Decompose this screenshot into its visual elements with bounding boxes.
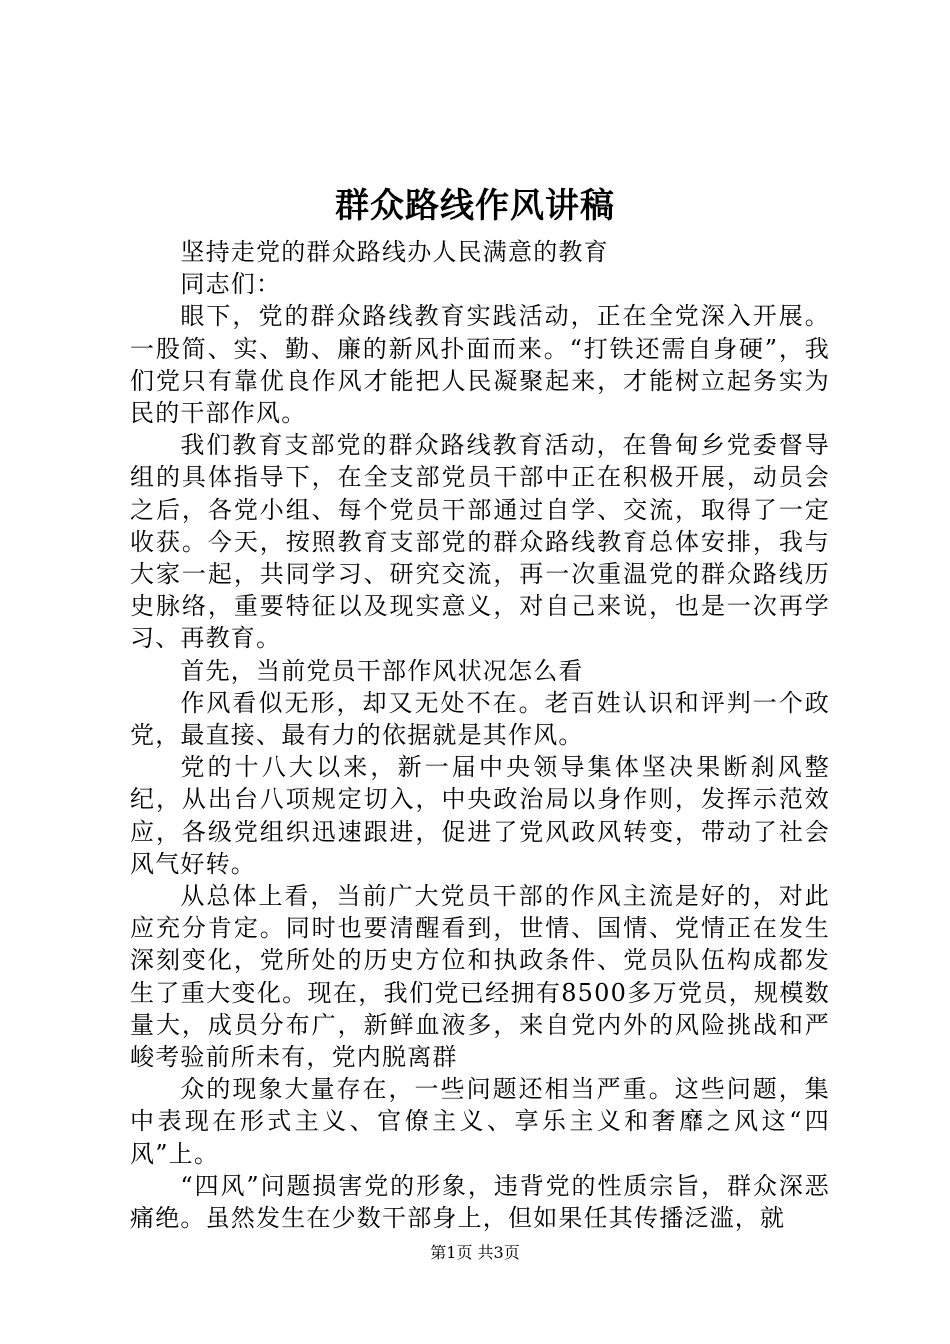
paragraph: “四风”问题损害党的形象，违背党的性质宗旨，群众深恶痛绝。虽然发生在少数干部身上，但如果任其传播泛滥，就 bbox=[130, 1171, 830, 1233]
document-body bbox=[130, 236, 830, 1234]
paragraph: 同志们： bbox=[180, 270, 282, 299]
paragraph: 从总体上看，当前广大党员干部的作风主流是好的，对此应充分肯定。同时也要清醒看到，世情、国情、党情正在发生深刻变化，党所处的历史方位和执政条件、党员队伍构成都发生了重大变化。现在，我们党已经拥有8500多万党员，规模数量大，成员分布广，新鲜血液多，来自党内外的风险挑战和严峻考验前所未有，党内脱离群 bbox=[130, 882, 830, 1072]
paragraph: 首先，当前党员干部作风状况怎么看 bbox=[180, 656, 584, 685]
page-number: 第1页 共3页 bbox=[430, 1243, 520, 1262]
paragraph: 党的十八大以来，新一届中央领导集体坚决果断刹风整纪，从出台八项规定切入，中央政治局以身作则，发挥示范效应，各级党组织迅速跟进，促进了党风政风转变，带动了社会风气好转。 bbox=[130, 753, 830, 878]
paragraph: 我们教育支部党的群众路线教育活动，在鲁甸乡党委督导组的具体指导下，在全支部党员干部中正在积极开展，动员会之后，各党小组、每个党员干部通过自学、交流，取得了一定收获。今天，按照教育支部党的群众路线教育总体安排，我与大家一起，共同学习、研究交流，再一次重温党的群众路线历史脉络，重要特征以及现实意义，对自己来说，也是一次再学习、再教育。 bbox=[130, 431, 830, 653]
paragraph: 作风看似无形，却又无处不在。老百姓认识和评判一个政党，最直接、最有力的依据就是其作风。 bbox=[130, 688, 830, 750]
paragraph: 坚持走党的群众路线办人民满意的教育 bbox=[180, 238, 609, 266]
document-title: 群众路线作风讲稿 bbox=[335, 186, 615, 226]
paragraph: 众的现象大量存在，一些问题还相当严重。这些问题，集中表现在形式主义、官僚主义、享乐主义和奢靡之风这“四风”上。 bbox=[130, 1075, 830, 1168]
paragraph: 眼下，党的群众路线教育实践活动，正在全党深入开展。一股简、实、勤、廉的新风扑面而来。“打铁还需自身硬”，我们党只有靠优良作风才能把人民凝聚起来，才能树立起务实为民的干部作风。 bbox=[130, 302, 830, 428]
